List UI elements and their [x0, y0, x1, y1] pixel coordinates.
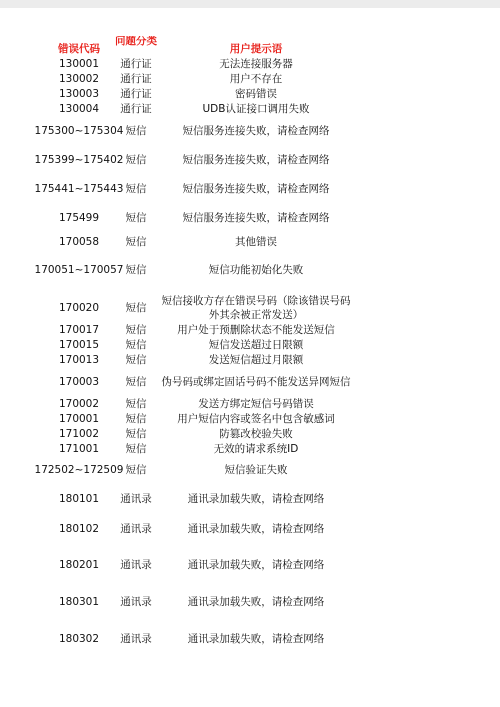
- message-cell: 通讯录加载失败，请检查网络: [187, 493, 325, 505]
- error-code-cell: 170015: [58, 338, 100, 351]
- table-row: [0, 426, 500, 441]
- table-row: [0, 367, 500, 396]
- header-category: 问题分类: [115, 36, 157, 47]
- table-row: [0, 396, 500, 411]
- category-cell: 短信: [125, 397, 147, 410]
- error-code-cell: 130001: [58, 57, 100, 70]
- message-cell: 发送短信超过月限额: [208, 353, 304, 366]
- category-cell: 通行证: [120, 72, 152, 85]
- message-cell: 通讯录加载失败，请检查网络: [187, 596, 325, 608]
- category-cell: 短信: [125, 301, 147, 314]
- category-cell: 通行证: [120, 102, 152, 115]
- table-row: [0, 549, 500, 581]
- table-row: [0, 411, 500, 426]
- message-cell: 伪号码或绑定固话号码不能发送异网短信: [161, 375, 351, 388]
- error-code-cell: 170013: [58, 353, 100, 366]
- table-row: [0, 174, 500, 204]
- category-cell: 短信: [125, 236, 147, 248]
- category-cell: 通讯录: [120, 596, 152, 608]
- message-cell: 用户不存在: [229, 72, 283, 85]
- category-cell: 短信: [125, 353, 147, 366]
- error-code-cell: 130003: [58, 87, 100, 100]
- error-code-cell: 171001: [58, 442, 100, 455]
- table-row: [0, 514, 500, 544]
- table-row: [0, 253, 500, 287]
- header-error-code: 错误代码: [58, 43, 100, 55]
- table-row: [0, 231, 500, 253]
- message-cell: 用户短信内容或签名中包含敏感词: [177, 412, 335, 425]
- header-user-message: 用户提示语: [229, 43, 283, 55]
- message-cell: 密码错误: [235, 87, 277, 100]
- error-code-cell: 180201: [58, 559, 100, 571]
- category-cell: 短信: [125, 427, 147, 440]
- table-row: [0, 86, 500, 101]
- table-row: [0, 322, 500, 337]
- message-cell: 用户处于预删除状态不能发送短信: [177, 323, 335, 336]
- table-row: [0, 204, 500, 231]
- error-code-cell: 175441~175443: [34, 183, 124, 195]
- error-code-cell: 170058: [58, 236, 100, 248]
- error-code-cell: 171002: [58, 427, 100, 440]
- error-code-cell: 180102: [58, 523, 100, 535]
- error-code-cell: 170001: [58, 412, 100, 425]
- table-row: [0, 290, 500, 325]
- category-cell: 短信: [125, 375, 147, 388]
- table-row: [0, 586, 500, 618]
- error-code-cell: 130002: [58, 72, 100, 85]
- table-row: [0, 56, 500, 71]
- error-code-cell: 172502~172509: [34, 464, 124, 476]
- message-cell: 短信服务连接失败，请检查网络: [182, 124, 330, 137]
- category-cell: 短信: [125, 338, 147, 351]
- message-cell: 其他错误: [235, 236, 277, 248]
- error-code-cell: 170002: [58, 397, 100, 410]
- message-cell: UDB认证接口调用失败: [202, 102, 310, 115]
- message-cell: 防篡改校验失败: [219, 427, 293, 440]
- error-code-cell: 175300~175304: [34, 124, 124, 137]
- table-row: [0, 101, 500, 116]
- message-cell: 短信服务连接失败，请检查网络: [182, 183, 330, 195]
- category-cell: 通讯录: [120, 493, 152, 505]
- error-code-cell: 170020: [58, 301, 100, 314]
- category-cell: 通讯录: [120, 633, 152, 645]
- error-code-cell: 170017: [58, 323, 100, 336]
- message-cell: 短信服务连接失败，请检查网络: [182, 211, 330, 224]
- category-cell: 短信: [125, 464, 147, 476]
- table-row: [0, 352, 500, 367]
- error-code-cell: 170051~170057: [34, 264, 124, 276]
- message-cell: 短信接收方存在错误号码（除该错误号码外其余被正常发送）: [161, 294, 351, 321]
- message-cell: 短信发送超过日限额: [208, 338, 304, 351]
- error-code-cell: 175499: [58, 211, 100, 224]
- table-row: [0, 456, 500, 484]
- message-cell: 无效的请求系统ID: [213, 442, 299, 455]
- table-row: [0, 337, 500, 352]
- category-cell: 通行证: [120, 87, 152, 100]
- message-cell: 短信功能初始化失败: [208, 264, 304, 276]
- message-cell: 通讯录加载失败，请检查网络: [187, 523, 325, 535]
- error-code-cell: 180302: [58, 633, 100, 645]
- table-row: [0, 623, 500, 655]
- error-code-cell: 130004: [58, 102, 100, 115]
- category-cell: 短信: [125, 211, 147, 224]
- category-cell: 短信: [125, 153, 147, 166]
- message-cell: 通讯录加载失败，请检查网络: [187, 559, 325, 571]
- error-code-cell: 180101: [58, 493, 100, 505]
- category-cell: 通行证: [120, 57, 152, 70]
- category-cell: 短信: [125, 183, 147, 195]
- error-code-cell: 170003: [58, 375, 100, 388]
- message-cell: 无法连接服务器: [219, 57, 293, 70]
- table-row: [0, 441, 500, 456]
- category-cell: 通讯录: [120, 523, 152, 535]
- message-cell: 短信服务连接失败，请检查网络: [182, 153, 330, 166]
- error-code-cell: 175399~175402: [34, 153, 124, 166]
- table-row: [0, 145, 500, 174]
- message-cell: 通讯录加载失败，请检查网络: [187, 633, 325, 645]
- table-row: [0, 116, 500, 145]
- category-cell: 短信: [125, 442, 147, 455]
- category-cell: 通讯录: [120, 559, 152, 571]
- message-cell: 短信验证失败: [224, 464, 288, 476]
- category-cell: 短信: [125, 323, 147, 336]
- category-cell: 短信: [125, 264, 147, 276]
- table-row: [0, 484, 500, 514]
- table-row: [0, 71, 500, 86]
- message-cell: 发送方绑定短信号码错误: [198, 397, 314, 410]
- error-code-cell: 180301: [58, 596, 100, 608]
- category-cell: 短信: [125, 124, 147, 137]
- category-cell: 短信: [125, 412, 147, 425]
